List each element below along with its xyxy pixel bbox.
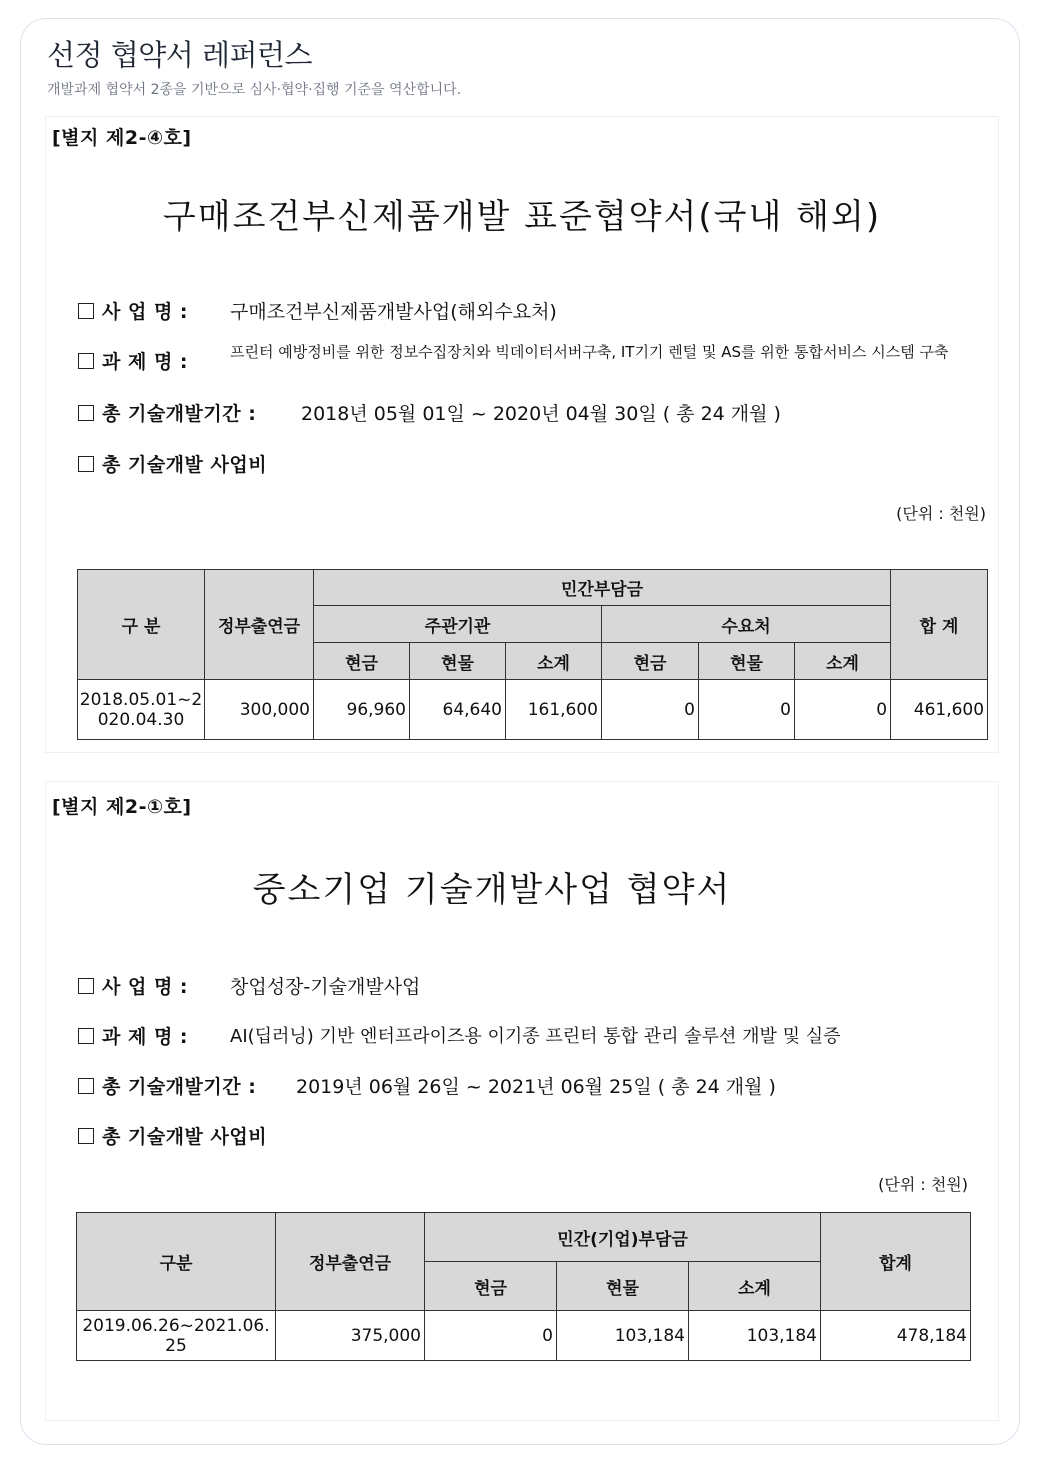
field-project-name [78, 1022, 188, 1049]
reference-card [20, 18, 1020, 1445]
field-business-name [78, 297, 188, 324]
checkbox-icon [78, 405, 94, 421]
field-label: 사 업 명 : [102, 301, 189, 323]
cell-lead-cash: 96,960 [314, 680, 410, 740]
cell-demand-subtotal: 0 [795, 680, 891, 740]
cell-lead-subtotal: 161,600 [506, 680, 602, 740]
field-value: 구매조건부신제품개발사업(해외수요처) [230, 301, 557, 323]
header-cash: 현금 [425, 1262, 557, 1311]
cell-total: 478,184 [821, 1311, 971, 1361]
header-subtotal: 소계 [689, 1262, 821, 1311]
cell-government-contribution: 375,000 [276, 1311, 425, 1361]
cell-period: 2018.05.01~2020.04.30 [78, 680, 205, 740]
field-label: 총 기술개발 사업비 [102, 1126, 268, 1148]
cell-government-contribution: 300,000 [205, 680, 314, 740]
page-title: 선정 협약서 레퍼런스 [47, 38, 313, 72]
header-lead-organization: 주관기관 [314, 606, 602, 643]
field-value: 2019년 06월 26일 ~ 2021년 06월 25일 ( 총 24 개월 ) [296, 1076, 776, 1098]
header-private-share: 민간부담금 [314, 570, 891, 606]
header-government-contribution: 정부출연금 [276, 1213, 425, 1311]
checkbox-icon [78, 1128, 94, 1144]
unit-label: (단위 : 천원) [896, 504, 986, 523]
field-value: 프린터 예방정비를 위한 정보수집장치와 빅데이터서버구축, IT기기 렌털 및 AS를 위한 통합서비스 시스템 구축 [230, 343, 949, 361]
cell-lead-in-kind: 64,640 [410, 680, 506, 740]
field-label: 사 업 명 : [102, 976, 189, 998]
field-budget [78, 1122, 267, 1149]
field-label: 총 기술개발 사업비 [102, 454, 268, 476]
checkbox-icon [78, 303, 94, 319]
header-total: 합계 [821, 1213, 971, 1311]
header-government-contribution: 정부출연금 [205, 570, 314, 680]
field-development-period [78, 399, 256, 426]
field-value: 창업성장-기술개발사업 [230, 976, 421, 998]
document-heading: 중소기업 기술개발사업 협약서 [252, 870, 732, 910]
header-total: 합 계 [891, 570, 988, 680]
document-heading: 구매조건부신제품개발 표준협약서(국내 해외) [162, 197, 882, 237]
header-demand-organization: 수요처 [602, 606, 891, 643]
annex-label: [별지 제2-④호] [52, 127, 192, 149]
cell-total: 461,600 [891, 680, 988, 740]
budget-table [77, 569, 988, 740]
cell-demand-in-kind: 0 [699, 680, 795, 740]
table-row [77, 1311, 971, 1361]
field-development-period [78, 1072, 256, 1099]
header-private-share: 민간(기업)부담금 [425, 1213, 821, 1262]
header-in-kind: 현물 [410, 643, 506, 680]
header-gubun: 구 분 [78, 570, 205, 680]
header-subtotal: 소계 [795, 643, 891, 680]
annex-label: [별지 제2-①호] [52, 796, 192, 818]
checkbox-icon [78, 1078, 94, 1094]
header-cash: 현금 [314, 643, 410, 680]
cell-subtotal: 103,184 [689, 1311, 821, 1361]
agreement-document-2 [45, 781, 999, 1421]
checkbox-icon [78, 353, 94, 369]
cell-period: 2019.06.26~2021.06.25 [77, 1311, 276, 1361]
header-in-kind: 현물 [557, 1262, 689, 1311]
header-gubun: 구분 [77, 1213, 276, 1311]
header-cash: 현금 [602, 643, 699, 680]
checkbox-icon [78, 978, 94, 994]
unit-label: (단위 : 천원) [878, 1175, 968, 1194]
table-row [78, 680, 988, 740]
field-label: 과 제 명 : [102, 351, 189, 373]
checkbox-icon [78, 456, 94, 472]
agreement-document-1 [45, 116, 999, 753]
header-subtotal: 소계 [506, 643, 602, 680]
field-value: AI(딥러닝) 기반 엔터프라이즈용 이기종 프린터 통합 관리 솔루션 개발 및 실증 [230, 1026, 841, 1047]
checkbox-icon [78, 1028, 94, 1044]
field-value: 2018년 05월 01일 ~ 2020년 04월 30일 ( 총 24 개월 ) [301, 403, 781, 425]
budget-table [76, 1212, 971, 1361]
field-project-name [78, 347, 188, 374]
field-business-name [78, 972, 188, 999]
field-budget [78, 450, 267, 477]
field-label: 과 제 명 : [102, 1026, 189, 1048]
header-in-kind: 현물 [699, 643, 795, 680]
cell-demand-cash: 0 [602, 680, 699, 740]
field-label: 총 기술개발기간 : [102, 1076, 257, 1098]
page-subtitle: 개발과제 협약서 2종을 기반으로 심사·협약·집행 기준을 역산합니다. [47, 82, 462, 98]
cell-cash: 0 [425, 1311, 557, 1361]
field-label: 총 기술개발기간 : [102, 403, 257, 425]
cell-in-kind: 103,184 [557, 1311, 689, 1361]
